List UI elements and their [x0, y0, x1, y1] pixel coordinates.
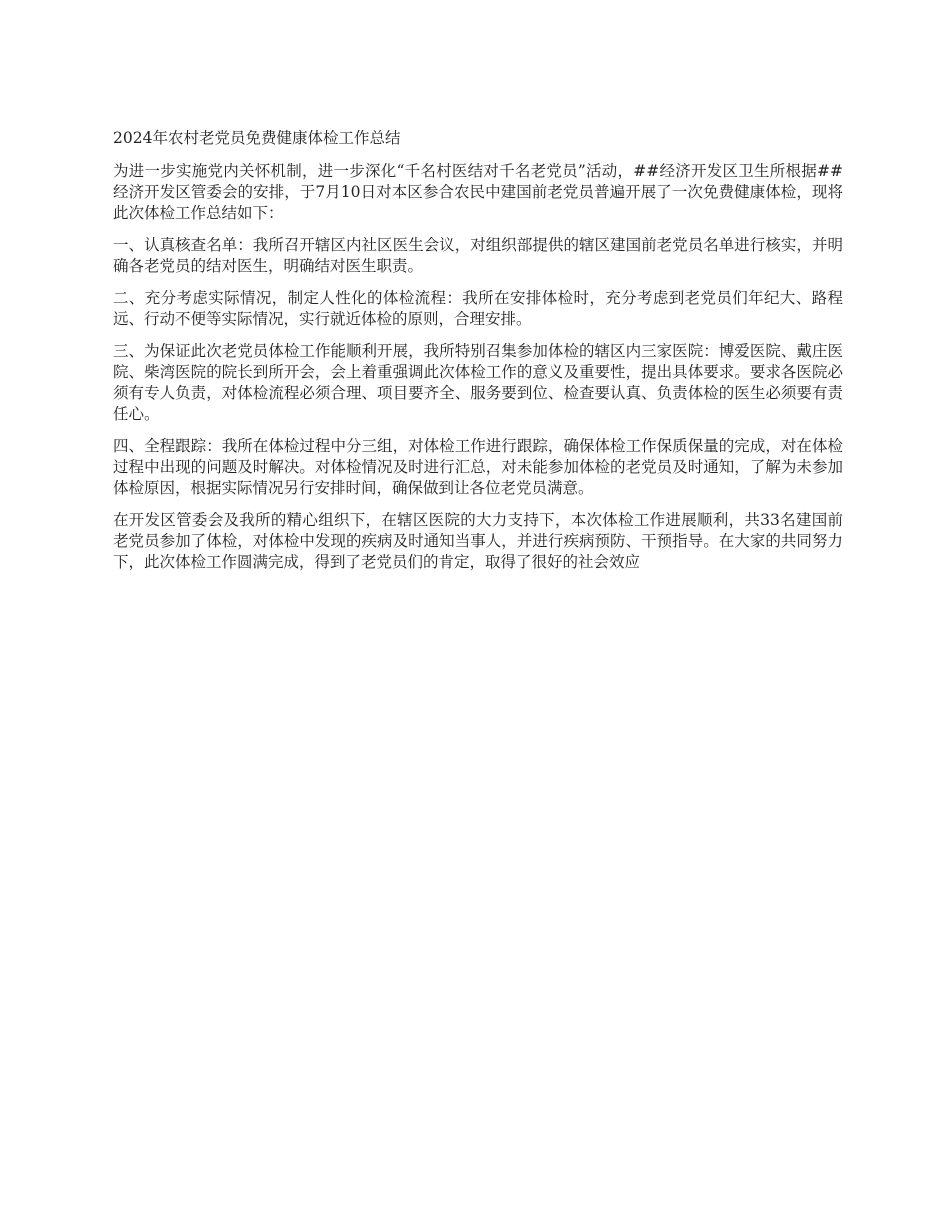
paragraph-tracking: 四、全程跟踪：我所在体检过程中分三组，对体检工作进行跟踪，确保体检工作保质保量的完成，对在体检过程中出现的问题及时解决。对体检情况及时进行汇总，对未能参加体检的老党员及时通知，了解为未参加体检原因，根据实际情况另行安排时间，确保做到让各位老党员满意。: [113, 437, 843, 497]
document-title: 2024年农村老党员免费健康体检工作总结: [113, 129, 401, 147]
paragraph-procedure: 二、充分考虑实际情况，制定人性化的体检流程：我所在安排体检时，充分考虑到老党员们年纪大、路程远、行动不便等实际情况，实行就近体检的原则，合理安排。: [113, 289, 843, 328]
paragraph-verify-list: 一、认真核查名单：我所召开辖区内社区医生会议，对组织部提供的辖区建国前老党员名单进行核实，并明确各老党员的结对医生，明确结对医生职责。: [113, 236, 843, 275]
paragraph-intro: 为进一步实施党内关怀机制，进一步深化“千名村医结对千名老党员”活动，##经济开发区卫生所根据##经济开发区管委会的安排，于7月10日对本区参合农民中建国前老党员普遍开展了一次免费健康体检，现将此次体检工作总结如下：: [113, 162, 843, 222]
paragraph-hospital-meeting: 三、为保证此次老党员体检工作能顺利开展，我所特别召集参加体检的辖区内三家医院：博爱医院、戴庄医院、柴湾医院的院长到所开会，会上着重强调此次体检工作的意义及重要性，提出具体要求。要求各医院必须有专人负责，对体检流程必须合理、项目要齐全、服务要到位、检查要认真、负责体检的医生必须要有责任心。: [113, 342, 843, 423]
document-body: [113, 128, 843, 584]
paragraph-conclusion: 在开发区管委会及我所的精心组织下，在辖区医院的大力支持下，本次体检工作进展顺利，共33名建国前老党员参加了体检，对体检中发现的疾病及时通知当事人，并进行疾病预防、干预指导。在大家的共同努力下，此次体检工作圆满完成，得到了老党员们的肯定，取得了很好的社会效应: [113, 511, 843, 571]
